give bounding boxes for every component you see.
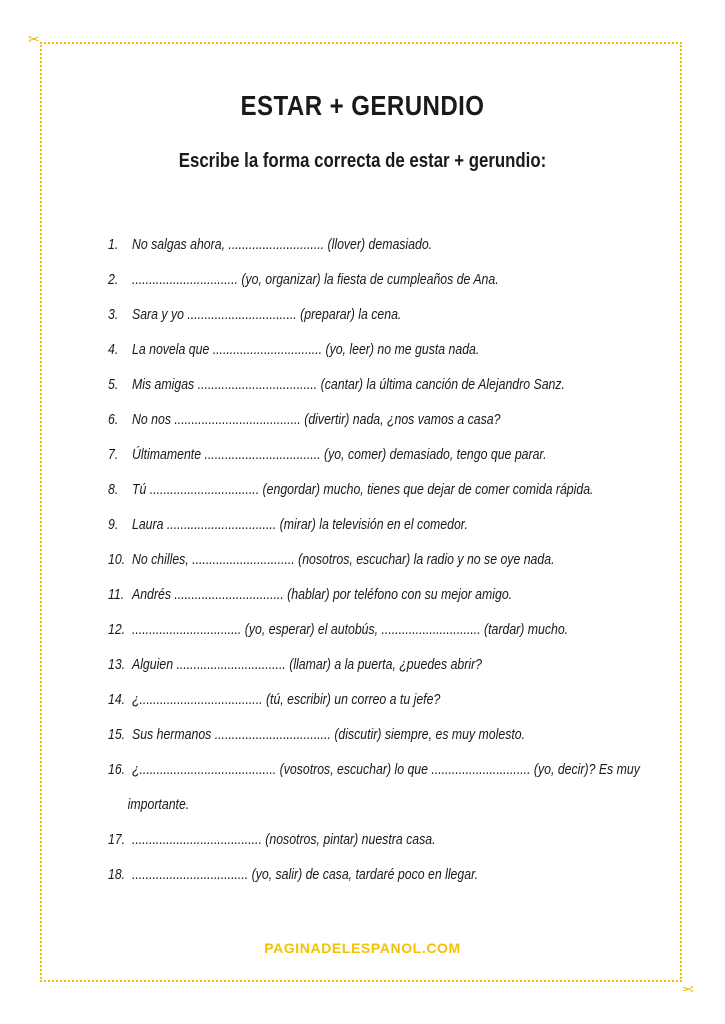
page-title: ESTAR + GERUNDIO	[240, 90, 485, 121]
exercise-number: 17.	[108, 831, 126, 848]
exercise-text: Sus hermanos .................................. (discutir) siempre, es muy molesto.	[132, 726, 526, 743]
exercise-number: 10.	[108, 551, 126, 568]
exercise-number: 4.	[108, 341, 119, 358]
exercise-text: Tú ................................ (engordar) mucho, tienes que dejar de comer comida rápida.	[132, 481, 594, 498]
exercise-number: 1.	[108, 236, 119, 253]
exercise-item	[108, 759, 668, 829]
scissors-icon: ✂	[28, 31, 40, 47]
exercise-item	[108, 724, 668, 759]
exercise-number: 15.	[108, 726, 126, 743]
exercise-number: 2.	[108, 271, 119, 288]
exercise-item	[108, 549, 668, 584]
exercise-text: Andrés ................................ (hablar) por teléfono con su mejor amigo.	[132, 586, 513, 603]
exercise-item	[108, 864, 668, 899]
exercise-number: 6.	[108, 411, 119, 428]
exercise-text: Sara y yo ................................ (preparar) la cena.	[132, 306, 402, 323]
exercise-text: No nos ..................................... (divertir) nada, ¿nos vamos a casa?	[132, 411, 501, 428]
exercise-number: 9.	[108, 516, 119, 533]
exercise-number: 16.	[108, 761, 126, 778]
exercise-item	[108, 444, 668, 479]
exercise-text: No salgas ahora, ............................ (llover) demasiado.	[132, 236, 433, 253]
instructions: Escribe la forma correcta de estar + gerundio:	[178, 150, 547, 172]
exercise-number: 7.	[108, 446, 119, 463]
exercise-list	[108, 234, 668, 899]
exercise-item	[108, 514, 668, 549]
exercise-item	[108, 479, 668, 514]
exercise-text: Últimamente .................................. (yo, comer) demasiado, tengo que parar.	[132, 446, 547, 463]
exercise-number: 12.	[108, 621, 126, 638]
exercise-text: ...................................... (nosotros, pintar) nuestra casa.	[132, 831, 436, 848]
exercise-text: Mis amigas ................................... (cantar) la última canción de Alejandro Sanz.	[132, 376, 565, 393]
exercise-text: ................................ (yo, esperar) el autobús, ............................. (tardar) mucho.	[132, 621, 569, 638]
exercise-number: 5.	[108, 376, 119, 393]
exercise-item	[108, 689, 668, 724]
exercise-number: 13.	[108, 656, 126, 673]
exercise-item	[108, 829, 668, 864]
exercise-item	[108, 374, 668, 409]
exercise-text: ¿.................................... (tú, escribir) un correo a tu jefe?	[132, 691, 441, 708]
exercise-item	[108, 619, 668, 654]
exercise-number: 14.	[108, 691, 126, 708]
exercise-text: ¿........................................ (vosotros, escuchar) lo que ............................. (yo, decir)? Es muy	[132, 761, 640, 778]
exercise-number: 8.	[108, 481, 119, 498]
exercise-text: La novela que ................................ (yo, leer) no me gusta nada.	[132, 341, 480, 358]
exercise-number: 11.	[108, 586, 125, 603]
exercise-item	[108, 654, 668, 689]
exercise-text-continuation: importante.	[127, 796, 190, 813]
exercise-item	[108, 409, 668, 444]
exercise-text: No chilles, .............................. (nosotros, escuchar) la radio y no se oye nada.	[132, 551, 555, 568]
scissors-icon: ✂	[682, 981, 694, 997]
exercise-item	[108, 584, 668, 619]
exercise-item	[108, 269, 668, 304]
exercise-number: 3.	[108, 306, 119, 323]
website-footer: PAGINADELESPANOL.COM	[264, 940, 461, 956]
exercise-text: Alguien ................................ (llamar) a la puerta, ¿puedes abrir?	[132, 656, 483, 673]
exercise-text: Laura ................................ (mirar) la televisión en el comedor.	[132, 516, 468, 533]
exercise-item	[108, 234, 668, 269]
exercise-text: .................................. (yo, salir) de casa, tardaré poco en llegar.	[132, 866, 479, 883]
exercise-item	[108, 339, 668, 374]
exercise-item	[108, 304, 668, 339]
exercise-number: 18.	[108, 866, 126, 883]
exercise-text: ............................... (yo, organizar) la fiesta de cumpleaños de Ana.	[132, 271, 499, 288]
